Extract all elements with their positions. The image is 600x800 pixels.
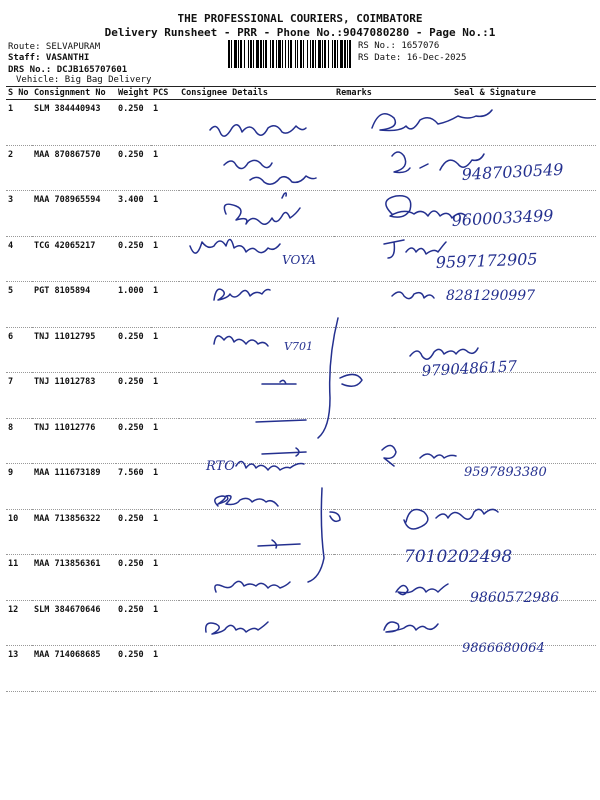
barcode-bar xyxy=(328,40,329,68)
company-title: THE PROFESSIONAL COURIERS, COIMBATORE xyxy=(177,12,423,25)
handwritten-note-voya: VOYA xyxy=(282,253,316,267)
barcode-bar xyxy=(248,40,249,68)
weight-value: 0.250 xyxy=(116,373,151,419)
remarks-cell xyxy=(334,145,394,191)
barcode-bar xyxy=(250,40,252,68)
table-row xyxy=(6,509,596,555)
consignment-number: MAA 870867570 xyxy=(32,145,116,191)
pcs-count: 1 xyxy=(151,600,179,646)
staff-label: Staff: VASANTHI xyxy=(8,53,90,63)
sno-cell: 9 xyxy=(6,464,32,510)
sno-cell: 12 xyxy=(6,600,32,646)
signature-cell xyxy=(394,236,596,282)
weight-value: 0.250 xyxy=(116,418,151,464)
remarks-cell xyxy=(334,646,394,692)
route-label: Route: SELVAPURAM xyxy=(8,42,101,52)
sno-cell: 3 xyxy=(6,191,32,237)
signature-cell xyxy=(394,373,596,419)
barcode-bar xyxy=(238,40,239,68)
signature-cell xyxy=(394,418,596,464)
remarks-cell xyxy=(334,373,394,419)
pcs-count: 1 xyxy=(151,373,179,419)
table-row xyxy=(6,646,596,692)
handwritten-note-v701: V701 xyxy=(284,340,313,353)
pcs-count: 1 xyxy=(151,418,179,464)
remarks-cell xyxy=(334,100,394,146)
handwritten-phone-6-8: 9790486157 xyxy=(421,357,518,380)
table-row xyxy=(6,418,596,464)
remarks-cell xyxy=(334,555,394,601)
consignee-details-cell xyxy=(179,191,334,237)
table-row xyxy=(6,373,596,419)
handwritten-phone-3: 9600033499 xyxy=(451,205,554,230)
consignee-details-cell xyxy=(179,282,334,328)
weight-value: 1.000 xyxy=(116,282,151,328)
barcode-bar xyxy=(244,40,245,68)
table-row xyxy=(6,236,596,282)
sno-cell: 7 xyxy=(6,373,32,419)
barcode-bar xyxy=(272,40,274,68)
barcode-bar xyxy=(288,40,289,68)
handwritten-phone-9: 9597893380 xyxy=(464,465,547,480)
consignee-details-cell xyxy=(179,646,334,692)
drs-number: DRS No.: DCJB165707601 xyxy=(8,65,128,75)
barcode-bar xyxy=(349,40,351,68)
table-row xyxy=(6,464,596,510)
remarks-cell xyxy=(334,327,394,373)
barcode-bar xyxy=(290,40,292,68)
consignee-details-cell xyxy=(179,100,334,146)
signature-cell xyxy=(394,145,596,191)
pcs-count: 1 xyxy=(151,327,179,373)
barcode-bar xyxy=(347,40,348,68)
rs-date: RS Date: 16-Dec-2025 xyxy=(358,53,467,63)
consignment-number: TNJ 11012776 xyxy=(32,418,116,464)
table-row xyxy=(6,327,596,373)
pcs-count: 1 xyxy=(151,191,179,237)
sno-cell: 8 xyxy=(6,418,32,464)
consignee-details-cell xyxy=(179,555,334,601)
table-row xyxy=(6,282,596,328)
barcode-image xyxy=(228,40,352,68)
consignment-number: MAA 713856322 xyxy=(32,509,116,555)
column-header-signature: Seal & Signature xyxy=(394,87,596,100)
weight-value: 0.250 xyxy=(116,100,151,146)
barcode-bar xyxy=(307,40,308,68)
pcs-count: 1 xyxy=(151,646,179,692)
table-row xyxy=(6,600,596,646)
consignee-details-cell xyxy=(179,464,334,510)
barcode-bar xyxy=(322,40,323,68)
table-body xyxy=(6,100,596,692)
consignment-number: SLM 384440943 xyxy=(32,100,116,146)
sno-cell: 11 xyxy=(6,555,32,601)
remarks-cell xyxy=(334,418,394,464)
column-header-sno: S No xyxy=(6,87,32,100)
remarks-cell xyxy=(334,509,394,555)
weight-value: 0.250 xyxy=(116,600,151,646)
pcs-count: 1 xyxy=(151,464,179,510)
consignee-details-cell xyxy=(179,236,334,282)
handwritten-phone-13: 9866680064 xyxy=(462,641,545,656)
barcode-bar xyxy=(263,40,264,68)
pcs-count: 1 xyxy=(151,282,179,328)
vehicle-label: Vehicle: Big Bag Delivery xyxy=(16,75,152,85)
barcode-bar xyxy=(310,40,311,68)
barcode-bar xyxy=(303,40,304,68)
consignment-number: SLM 384670646 xyxy=(32,600,116,646)
remarks-cell xyxy=(334,464,394,510)
barcode-bar xyxy=(337,40,338,68)
handwritten-phone-10-11: 7010202498 xyxy=(404,547,513,567)
runsheet-subtitle: Delivery Runsheet - PRR - Phone No.:9047080280 - Page No.:1 xyxy=(104,26,496,39)
signature-cell xyxy=(394,191,596,237)
handwritten-phone-4: 9597172905 xyxy=(435,249,538,272)
table-row xyxy=(6,191,596,237)
weight-value: 0.250 xyxy=(116,509,151,555)
signature-cell xyxy=(394,327,596,373)
remarks-cell xyxy=(334,282,394,328)
weight-value: 0.250 xyxy=(116,236,151,282)
consignee-details-cell xyxy=(179,373,334,419)
pcs-count: 1 xyxy=(151,145,179,191)
barcode-bar xyxy=(340,40,343,68)
barcode-bar xyxy=(228,40,230,68)
column-header-pcs: PCS xyxy=(151,87,179,100)
consignee-details-cell xyxy=(179,509,334,555)
barcode-bar xyxy=(240,40,242,68)
barcode-bar xyxy=(234,40,237,68)
barcode-bar xyxy=(300,40,302,68)
signature-cell xyxy=(394,464,596,510)
consignment-number: MAA 111673189 xyxy=(32,464,116,510)
weight-value: 0.250 xyxy=(116,646,151,692)
table-row xyxy=(6,100,596,146)
consignment-number: MAA 708965594 xyxy=(32,191,116,237)
barcode-bar xyxy=(312,40,314,68)
signature-cell xyxy=(394,282,596,328)
barcode-bar xyxy=(315,40,316,68)
handwritten-phone-2: 9487030549 xyxy=(461,159,564,184)
signature-cell xyxy=(394,555,596,601)
barcode-bar xyxy=(278,40,281,68)
signature-cell xyxy=(394,646,596,692)
barcode-bar xyxy=(260,40,262,68)
delivery-table xyxy=(6,86,596,692)
barcode-bar xyxy=(332,40,333,68)
column-header-consignee: Consignee Details xyxy=(179,87,334,100)
barcode-bar xyxy=(285,40,286,68)
consignment-number: TCG 42065217 xyxy=(32,236,116,282)
pcs-count: 1 xyxy=(151,509,179,555)
pcs-count: 1 xyxy=(151,236,179,282)
sno-cell: 6 xyxy=(6,327,32,373)
barcode-bar xyxy=(344,40,346,68)
barcode-bar xyxy=(270,40,271,68)
table-row xyxy=(6,555,596,601)
sno-cell: 10 xyxy=(6,509,32,555)
sno-cell: 4 xyxy=(6,236,32,282)
barcode-bar xyxy=(295,40,296,68)
pcs-count: 1 xyxy=(151,555,179,601)
consignment-number: PGT 8105894 xyxy=(32,282,116,328)
column-header-consignment: Consignment No xyxy=(32,87,116,100)
signature-cell xyxy=(394,509,596,555)
consignment-number: MAA 714068685 xyxy=(32,646,116,692)
consignment-number: TNJ 11012795 xyxy=(32,327,116,373)
weight-value: 7.560 xyxy=(116,464,151,510)
weight-value: 0.250 xyxy=(116,555,151,601)
barcode-bar xyxy=(276,40,277,68)
sno-cell: 2 xyxy=(6,145,32,191)
remarks-cell xyxy=(334,600,394,646)
handwritten-note-rto: RTO xyxy=(206,459,235,474)
consignee-details-cell xyxy=(179,600,334,646)
table-row xyxy=(6,145,596,191)
remarks-cell xyxy=(334,236,394,282)
barcode-bar xyxy=(334,40,336,68)
weight-value: 0.250 xyxy=(116,145,151,191)
signature-cell xyxy=(394,100,596,146)
consignment-number: TNJ 11012783 xyxy=(32,373,116,419)
barcode-bar xyxy=(256,40,259,68)
column-header-weight: Weight xyxy=(116,87,151,100)
handwritten-phone-5: 8281290997 xyxy=(446,288,536,304)
barcode-bar xyxy=(297,40,298,68)
signature-cell xyxy=(394,600,596,646)
remarks-cell xyxy=(334,191,394,237)
weight-value: 0.250 xyxy=(116,327,151,373)
rs-number: RS No.: 1657076 xyxy=(358,41,440,51)
consignee-details-cell xyxy=(179,418,334,464)
barcode-bar xyxy=(253,40,254,68)
column-header-remarks: Remarks xyxy=(334,87,394,100)
table-header-row xyxy=(6,87,596,100)
barcode-bar xyxy=(324,40,326,68)
consignee-details-cell xyxy=(179,145,334,191)
barcode-bar xyxy=(265,40,267,68)
barcode-bar xyxy=(231,40,232,68)
barcode-bar xyxy=(282,40,283,68)
pcs-count: 1 xyxy=(151,100,179,146)
sno-cell: 13 xyxy=(6,646,32,692)
handwritten-phone-12: 9860572986 xyxy=(470,590,560,606)
consignment-number: MAA 713856361 xyxy=(32,555,116,601)
sno-cell: 5 xyxy=(6,282,32,328)
consignee-details-cell xyxy=(179,327,334,373)
weight-value: 3.400 xyxy=(116,191,151,237)
sno-cell: 1 xyxy=(6,100,32,146)
barcode-bar xyxy=(318,40,321,68)
